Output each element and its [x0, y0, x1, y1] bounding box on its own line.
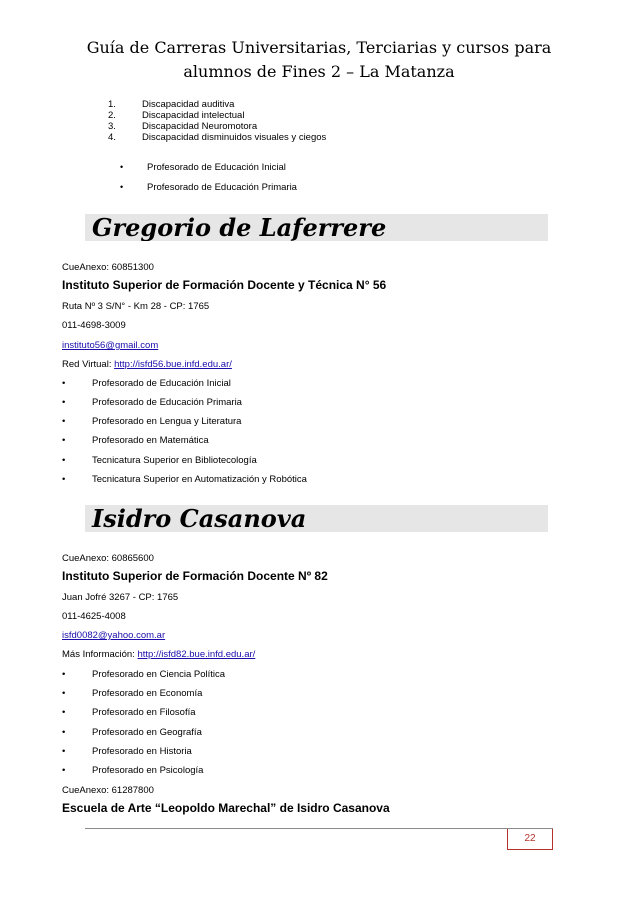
list-text: Discapacidad Neuromotora — [142, 121, 258, 132]
bullet-icon: • — [120, 182, 124, 192]
bullet-icon: • — [62, 765, 66, 776]
email-link[interactable]: instituto56@gmail.com — [62, 340, 159, 351]
section-heading-laferrere: Gregorio de Laferrere — [85, 214, 548, 241]
web-link[interactable]: http://isfd56.bue.infd.edu.ar/ — [114, 359, 232, 370]
bullet-icon: • — [62, 727, 66, 738]
list-number: 4. — [108, 132, 116, 143]
list-text: Profesorado de Educación Inicial — [147, 162, 286, 173]
address: Ruta Nº 3 S/N° - Km 28 - CP: 1765 — [62, 301, 210, 312]
list-text: Profesorado en Filosofía — [92, 707, 196, 718]
institute-name-2: Escuela de Arte “Leopoldo Marechal” de Isidro Casanova — [62, 801, 390, 815]
list-item — [62, 378, 231, 389]
web-info — [62, 649, 255, 660]
list-item — [62, 669, 225, 680]
list-text: Discapacidad disminuidos visuales y ciegos — [142, 132, 327, 143]
list-text: Profesorado en Ciencia Política — [92, 669, 226, 680]
institute-name: Instituto Superior de Formación Docente y Técnica N° 56 — [62, 278, 387, 292]
bullet-icon: • — [62, 746, 66, 757]
email-link[interactable]: isfd0082@yahoo.com.ar — [62, 630, 166, 641]
list-text: Tecnicatura Superior en Automatización y Robótica — [92, 474, 307, 485]
list-item — [62, 435, 209, 446]
bullet-icon: • — [62, 378, 66, 389]
header-line-1: Guía de Carreras Universitarias, Terciarias y cursos para — [86, 38, 552, 57]
list-number: 2. — [108, 110, 116, 121]
list-text: Profesorado en Historia — [92, 746, 192, 757]
cue-anexo: CueAnexo: 60851300 — [62, 262, 154, 273]
list-item — [108, 99, 326, 110]
list-text: Profesorado en Lengua y Literatura — [92, 416, 242, 427]
bullet-icon: • — [62, 707, 66, 718]
phone: 011-4625-4008 — [62, 611, 126, 622]
web-label: Más Información: — [62, 649, 138, 660]
list-text: Profesorado en Matemática — [92, 435, 209, 446]
bullet-icon: • — [62, 474, 66, 485]
bullet-icon: • — [62, 688, 66, 699]
list-item — [62, 455, 257, 466]
page-header — [0, 36, 638, 84]
bullet-icon: • — [62, 669, 66, 680]
list-item — [62, 416, 241, 427]
list-text: Profesorado de Educación Inicial — [92, 378, 231, 389]
list-item — [108, 110, 326, 121]
bullet-icon: • — [62, 455, 66, 466]
list-text: Discapacidad auditiva — [142, 99, 235, 110]
list-item — [62, 727, 202, 738]
page-number-box — [507, 829, 553, 850]
list-item — [62, 746, 192, 757]
list-item — [62, 474, 307, 485]
list-text: Profesorado en Economía — [92, 688, 203, 699]
bullet-icon: • — [62, 416, 66, 427]
list-text: Profesorado en Geografía — [92, 727, 202, 738]
footer-divider — [85, 828, 553, 829]
cue-anexo: CueAnexo: 60865600 — [62, 553, 154, 564]
bullet-icon: • — [120, 162, 124, 172]
list-text: Profesorado en Psicología — [92, 765, 204, 776]
bullet-icon: • — [62, 397, 66, 408]
disability-numbered-list — [108, 99, 326, 143]
list-item — [62, 688, 202, 699]
web-label: Red Virtual: — [62, 359, 115, 370]
phone: 011-4698-3009 — [62, 320, 126, 331]
list-number: 3. — [108, 121, 116, 132]
web-link[interactable]: http://isfd82.bue.infd.edu.ar/ — [137, 649, 256, 660]
address: Juan Jofré 3267 - CP: 1765 — [62, 592, 179, 603]
section-heading-casanova: Isidro Casanova — [85, 505, 548, 532]
list-text: Tecnicatura Superior en Bibliotecología — [92, 455, 257, 466]
bullet-icon: • — [62, 435, 66, 446]
list-text: Profesorado de Educación Primaria — [147, 182, 297, 193]
list-number: 1. — [108, 99, 116, 110]
list-item — [62, 707, 196, 718]
list-item — [120, 182, 297, 193]
list-text: Profesorado de Educación Primaria — [92, 397, 242, 408]
list-item — [62, 765, 203, 776]
list-item — [62, 397, 242, 408]
list-item — [108, 121, 326, 132]
list-item — [108, 132, 326, 143]
institute-name: Instituto Superior de Formación Docente Nº 82 — [62, 569, 328, 583]
list-item — [120, 162, 286, 173]
web-info — [62, 359, 232, 370]
header-line-2: alumnos de Fines 2 – La Matanza — [183, 62, 455, 81]
page-number: 22 — [524, 833, 536, 844]
cue-anexo-2: CueAnexo: 61287800 — [62, 785, 154, 796]
list-text: Discapacidad intelectual — [142, 110, 245, 121]
